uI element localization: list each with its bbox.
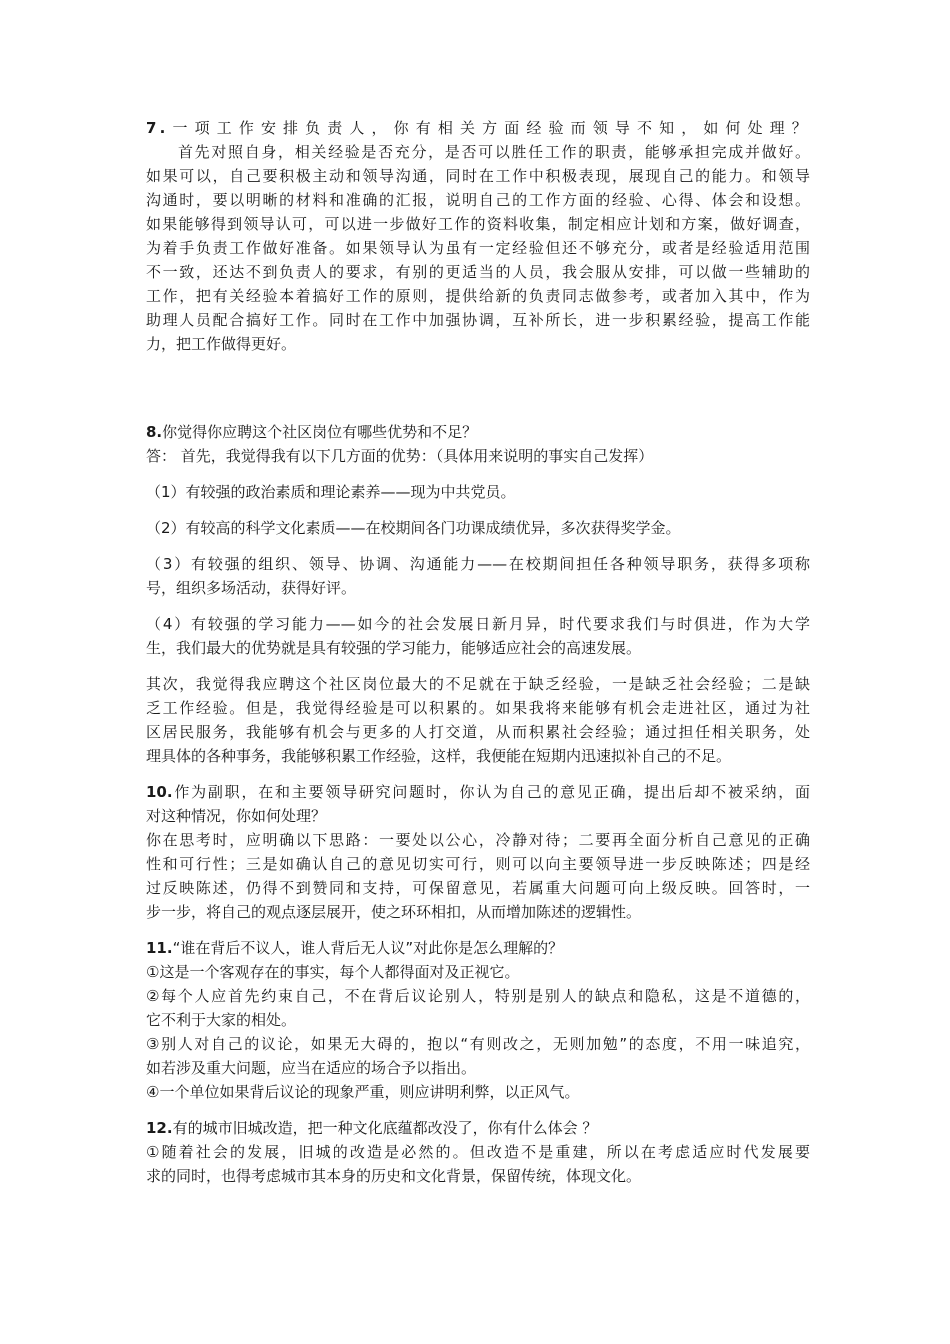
question-10-title <box>146 780 810 804</box>
paragraph-line: 助理人员配合搞好工作。同时在工作中加强协调，互补所长，进一步积累经验，提高工作能 <box>146 311 810 329</box>
paragraph-line: 步一步，将自己的观点逐层展开，使之环环相扣，从而增加陈述的逻辑性。 <box>146 903 642 921</box>
paragraph-line: 首先对照自身，相关经验是否充分，是否可以胜任工作的职责，能够承担完成并做好。 <box>178 143 810 161</box>
question-7-title <box>146 116 810 140</box>
question-text: 有的城市旧城改造，把一种文化底蕴都改没了，你有什么体会 ？ <box>172 1119 598 1137</box>
list-item-cont: 它不利于大家的相处。 <box>146 1011 297 1029</box>
document-page <box>146 116 810 1188</box>
list-item: （4）有较强的学习能力——如今的社会发展日新月异，时代要求我们与时俱进，作为大学 <box>146 615 810 633</box>
list-item: ④一个单位如果背后议论的现象严重，则应讲明利弊，以正风气。 <box>146 1083 580 1101</box>
list-item-cont: 如若涉及重大问题，应当在适应的场合予以指出。 <box>146 1059 477 1077</box>
paragraph-line: 其次，我觉得我应聘这个社区岗位最大的不足就在于缺乏经验，一是缺乏社会经验；二是缺 <box>146 675 810 693</box>
list-item: （1）有较强的政治素质和理论素养——现为中共党员。 <box>146 483 516 501</box>
paragraph-line: 你在思考时，应明确以下思路：一要处以公心，冷静对待；二要再全面分析自己意见的正确 <box>146 831 810 849</box>
paragraph-line: 如果能够得到领导认可，可以进一步做好工作的资料收集，制定相应计划和方案，做好调查， <box>146 215 810 233</box>
question-11-title <box>146 936 810 960</box>
list-item: ①随着社会的发展，旧城的改造是必然的。但改造不是重建，所以在考虑适应时代发展要 <box>146 1143 810 1161</box>
paragraph-line: 不一致，还达不到负责人的要求，有别的更适当的人员，我会服从安排，可以做一些辅助的 <box>146 263 810 281</box>
question-text: 你觉得你应聘这个社区岗位有哪些优势和不足？ <box>162 423 478 441</box>
paragraph-line: 乏工作经验。但是，我觉得经验是可以积累的。如果我将来能够有机会走进社区，通过为社 <box>146 699 810 717</box>
question-text: 作为副职，在和主要领导研究问题时，你认为自己的意见正确，提出后却不被采纳，面 <box>172 783 810 801</box>
list-item-cont: 求的同时，也得考虑城市其本身的历史和文化背景，保留传统，体现文化。 <box>146 1167 642 1185</box>
list-item: ③别人对自己的议论，如果无大碍的，抱以“有则改之，无则加勉”的态度，不用一味追究， <box>146 1035 810 1053</box>
question-text-cont: 对这种情况，你如何处理？ <box>146 807 327 825</box>
answer-intro: 答： 首先，我觉得我有以下几方面的优势：（具体用来说明的事实自己发挥） <box>146 447 654 465</box>
question-number: 7. <box>146 119 169 137</box>
question-text: 一项工作安排负责人，你有相关方面经验而领导不知，如何处理？ <box>168 119 810 137</box>
paragraph-line: 理具体的各种事务，我能够积累工作经验，这样，我便能在短期内迅速拟补自己的不足。 <box>146 747 732 765</box>
question-number: 12. <box>146 1119 173 1137</box>
paragraph-line: 区居民服务，我能够有机会与更多的人打交道，从而积累社会经验；通过担任相关职务，处 <box>146 723 810 741</box>
paragraph-line: 性和可行性；三是如确认自己的意见切实可行，则可以向主要领导进一步反映陈述；四是经 <box>146 855 810 873</box>
paragraph-line: 沟通时，要以明晰的材料和准确的汇报，说明自己的工作方面的经验、心得、体会和设想。 <box>146 191 810 209</box>
paragraph-line: 工作，把有关经验本着搞好工作的原则，提供给新的负责同志做参考，或者加入其中，作为 <box>146 287 810 305</box>
paragraph-line: 为着手负责工作做好准备。如果领导认为虽有一定经验但还不够充分，或者是经验适用范围 <box>146 239 810 257</box>
list-item-cont: 号，组织多场活动，获得好评。 <box>146 579 357 597</box>
question-text: “谁在背后不议人，谁人背后无人议”对此你是怎么理解的？ <box>172 939 564 957</box>
paragraph-line: 过反映陈述，仍得不到赞同和支持，可保留意见，若属重大问题可向上级反映。回答时，一 <box>146 879 810 897</box>
question-12-title <box>146 1116 810 1140</box>
list-item: （2）有较高的科学文化素质——在校期间各门功课成绩优异，多次获得奖学金。 <box>146 519 681 537</box>
paragraph-line: 如果可以，自己要积极主动和领导沟通，同时在工作中积极表现，展现自己的能力。和领导 <box>146 167 810 185</box>
list-item: ①这是一个客观存在的事实，每个人都得面对及正视它。 <box>146 963 520 981</box>
list-item: ②每个人应首先约束自己，不在背后议论别人，特别是别人的缺点和隐私，这是不道德的， <box>146 987 810 1005</box>
question-number: 10. <box>146 783 173 801</box>
question-number: 11. <box>146 939 173 957</box>
question-8-title <box>146 420 810 444</box>
paragraph-line: 力，把工作做得更好。 <box>146 335 297 353</box>
list-item: （3）有较强的组织、领导、协调、沟通能力——在校期间担任各种领导职务，获得多项称 <box>146 555 810 573</box>
question-number: 8. <box>146 423 163 441</box>
list-item-cont: 生，我们最大的优势就是具有较强的学习能力，能够适应社会的高速发展。 <box>146 639 642 657</box>
